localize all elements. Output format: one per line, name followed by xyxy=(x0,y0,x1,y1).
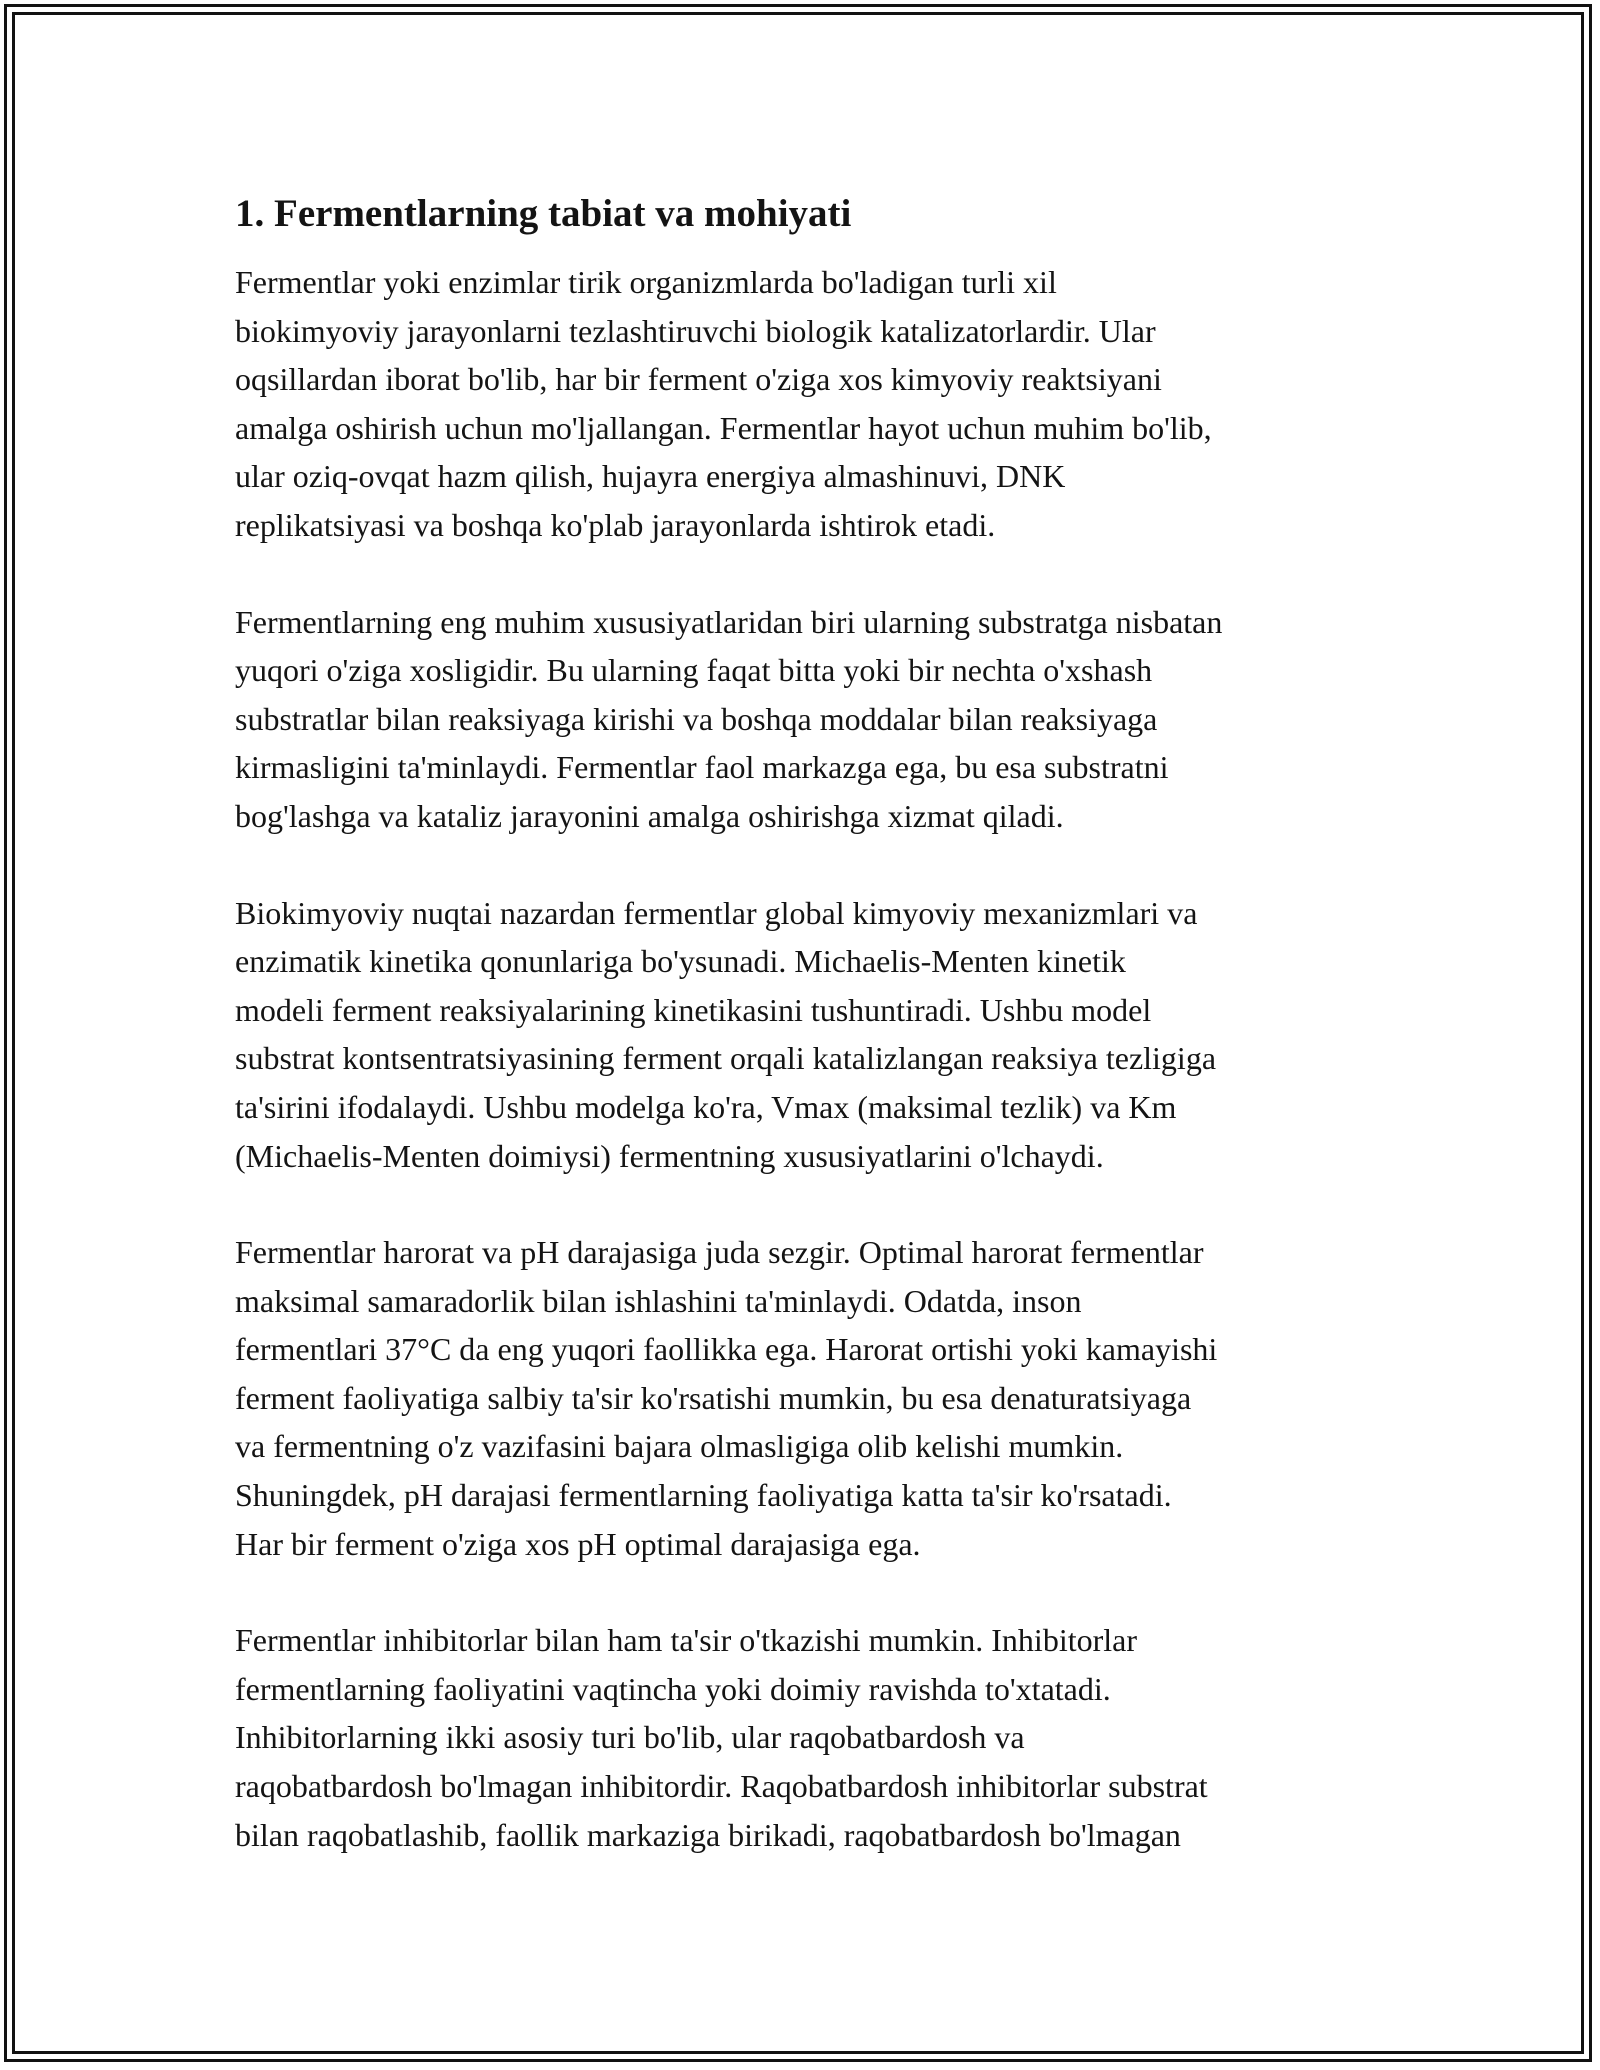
paragraph-2 xyxy=(235,598,1385,841)
text-line: kirmasligini ta'minlaydi. Fermentlar faol markazga ega, bu esa substratni xyxy=(235,749,1169,786)
text-line: modeli ferment reaksiyalarining kinetikasini tushuntiradi. Ushbu model xyxy=(235,991,1152,1028)
text-line: Biokimyoviy nuqtai nazardan fermentlar global kimyoviy mexanizmlari va xyxy=(235,894,1198,931)
text-line: ular oziq-ovqat hazm qilish, hujayra energiya almashinuvi, DNK xyxy=(235,458,1066,495)
text-line: biokimyoviy jarayonlarni tezlashtiruvchi biologik katalizatorlardir. Ular xyxy=(235,312,1156,349)
text-line: oqsillardan iborat bo'lib, har bir ferment o'ziga xos kimyoviy reaktsiyani xyxy=(235,361,1162,398)
text-line: Fermentlar yoki enzimlar tirik organizmlarda bo'ladigan turli xil xyxy=(235,264,1057,300)
text-line: ta'sirini ifodalaydi. Ushbu modelga ko'ra, Vmax (maksimal tezlik) va Km xyxy=(235,1088,1177,1125)
text-line: fermentlari 37°C da eng yuqori faollikka ega. Harorat ortishi yoki kamayishi xyxy=(235,1331,1218,1368)
text-line: substratlar bilan reaksiyaga kirishi va boshqa moddalar bilan reaksiyaga xyxy=(235,700,1158,737)
text-line: Har bir ferment o'ziga xos pH optimal darajasiga ega. xyxy=(235,1525,921,1562)
text-line: Fermentlar harorat va pH darajasiga juda sezgir. Optimal harorat fermentlar xyxy=(235,1234,1204,1271)
text-line: (Michaelis-Menten doimiysi) fermentning xususiyatlarini o'lchaydi. xyxy=(235,1137,1104,1174)
text-line: ferment faoliyatiga salbiy ta'sir ko'rsatishi mumkin, bu esa denaturatsiyaga xyxy=(235,1379,1192,1416)
text-line: amalga oshirish uchun mo'ljallangan. Fermentlar hayot uchun muhim bo'lib, xyxy=(235,409,1212,446)
text-line: bilan raqobatlashib, faollik markaziga birikadi, raqobatbardosh bo'lmagan xyxy=(235,1816,1181,1853)
text-line: maksimal samaradorlik bilan ishlashini ta'minlaydi. Odatda, inson xyxy=(235,1282,1082,1319)
section-heading: 1. Fermentlarning tabiat va mohiyati xyxy=(235,192,852,235)
text-line: Inhibitorlarning ikki asosiy turi bo'lib, ular raqobatbardosh va xyxy=(235,1719,1025,1756)
text-line: va fermentning o'z vazifasini bajara olmasligiga olib kelishi mumkin. xyxy=(235,1428,1124,1465)
text-line: fermentlarning faoliyatini vaqtincha yoki doimiy ravishda to'xtatadi. xyxy=(235,1670,1111,1707)
document-body xyxy=(235,184,1385,1907)
text-line: Shuningdek, pH darajasi fermentlarning faoliyatiga katta ta'sir ko'rsatadi. xyxy=(235,1477,1172,1514)
text-line: raqobatbardosh bo'lmagan inhibitordir. Raqobatbardosh inhibitorlar substrat xyxy=(235,1768,1208,1805)
paragraph-1 xyxy=(235,258,1385,550)
paragraph-3 xyxy=(235,889,1385,1181)
text-line: bog'lashga va kataliz jarayonini amalga oshirishga xizmat qiladi. xyxy=(235,797,1064,834)
paragraph-4 xyxy=(235,1228,1385,1568)
paragraph-5 xyxy=(235,1616,1385,1859)
text-line: substrat kontsentratsiyasining ferment orqali katalizlangan reaksiya tezligiga xyxy=(235,1040,1217,1077)
text-line: yuqori o'ziga xosligidir. Bu ularning faqat bitta yoki bir nechta o'xshash xyxy=(235,652,1153,689)
text-line: replikatsiyasi va boshqa ko'plab jarayonlarda ishtirok etadi. xyxy=(235,506,996,543)
text-line: enzimatik kinetika qonunlariga bo'ysunadi. Michaelis-Menten kinetik xyxy=(235,943,1126,980)
text-line: Fermentlar inhibitorlar bilan ham ta'sir o'tkazishi mumkin. Inhibitorlar xyxy=(235,1622,1137,1659)
text-line: Fermentlarning eng muhim xususiyatlaridan biri ularning substratga nisbatan xyxy=(235,603,1223,640)
